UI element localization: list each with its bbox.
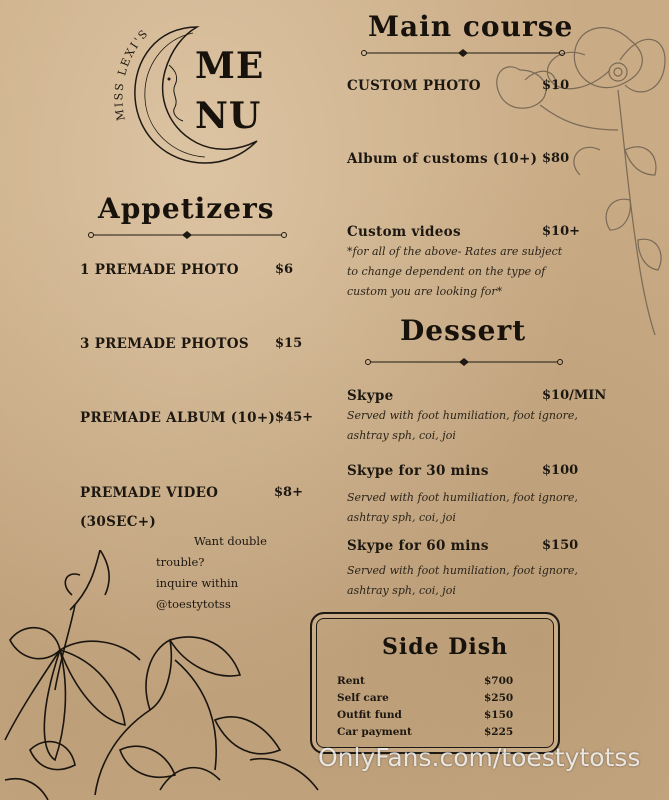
dessert-2-desc <box>347 488 578 528</box>
divider-ornament <box>358 46 568 60</box>
main-course-title: Main course <box>368 10 574 43</box>
dessert-1-desc-line-1: Served with foot humiliation, foot ignore, <box>347 409 578 422</box>
logo-arc-label: MISS LEXI'S <box>112 26 152 122</box>
dessert-1-name: Skype <box>347 388 394 404</box>
main-3-price: $10+ <box>542 224 581 239</box>
side-1-name: Rent <box>337 675 365 687</box>
side-4-price: $225 <box>484 726 514 738</box>
side-dish-title: Side Dish <box>382 634 509 660</box>
side-2-name: Self care <box>337 692 389 704</box>
appetizer-1-price: $6 <box>275 262 294 277</box>
main-2-price: $80 <box>542 151 570 166</box>
divider-ornament <box>362 355 566 369</box>
promo-line-3: inquire within <box>156 576 239 590</box>
promo-line-4: @toestytotss <box>156 597 231 611</box>
svg-text:MISS LEXI'S <box>112 26 151 121</box>
main-2-name: Album of customs (10+) <box>347 151 538 167</box>
appetizer-4-name: PREMADE VIDEO <box>80 485 219 501</box>
note-line-1: *for all of the above- Rates are subject <box>347 245 563 258</box>
note-line-2: to change dependent on the type of <box>347 265 546 278</box>
watermark-text: OnlyFans.com/toestytotss <box>318 743 641 772</box>
promo-line-1: Want double <box>194 534 267 548</box>
promo-text <box>156 531 267 615</box>
appetizer-3-price: $45+ <box>275 410 314 425</box>
logo-line-1: ME <box>195 45 265 87</box>
dessert-2-name: Skype for 30 mins <box>347 463 489 479</box>
dessert-3-name: Skype for 60 mins <box>347 538 489 554</box>
dessert-2-desc-line-1: Served with foot humiliation, foot ignore, <box>347 491 578 504</box>
side-3-name: Outfit fund <box>337 709 402 721</box>
note-line-3: custom you are looking for* <box>347 285 503 298</box>
appetizer-3-name: PREMADE ALBUM (10+) <box>80 410 276 426</box>
dessert-1-desc-line-2: ashtray sph, coi, joi <box>347 429 456 442</box>
appetizer-2-price: $15 <box>275 336 303 351</box>
dessert-1-desc <box>347 406 578 446</box>
dessert-3-desc-line-1: Served with foot humiliation, foot ignore, <box>347 564 578 577</box>
divider-ornament <box>85 228 290 242</box>
dessert-title: Dessert <box>400 314 527 347</box>
appetizer-4-name-line2: (30SEC+) <box>80 514 157 530</box>
dessert-1-price: $10/MIN <box>542 388 607 403</box>
promo-line-2: trouble? <box>156 555 205 569</box>
side-2-price: $250 <box>484 692 514 704</box>
dessert-2-price: $100 <box>542 463 579 478</box>
dessert-3-price: $150 <box>542 538 579 553</box>
side-4-name: Car payment <box>337 726 412 738</box>
appetizers-title: Appetizers <box>98 192 275 225</box>
dessert-3-desc-line-2: ashtray sph, coi, joi <box>347 584 456 597</box>
dessert-3-desc <box>347 561 578 601</box>
side-3-price: $150 <box>484 709 514 721</box>
dessert-2-desc-line-2: ashtray sph, coi, joi <box>347 511 456 524</box>
logo-line-2: NU <box>195 95 262 137</box>
main-3-name: Custom videos <box>347 224 461 240</box>
main-1-name: CUSTOM PHOTO <box>347 78 481 94</box>
side-1-price: $700 <box>484 675 514 687</box>
main-1-price: $10 <box>542 78 570 93</box>
main-course-note <box>347 242 562 302</box>
appetizer-4-price: $8+ <box>274 485 303 500</box>
appetizer-1-name: 1 PREMADE PHOTO <box>80 262 239 278</box>
appetizer-2-name: 3 PREMADE PHOTOS <box>80 336 249 352</box>
